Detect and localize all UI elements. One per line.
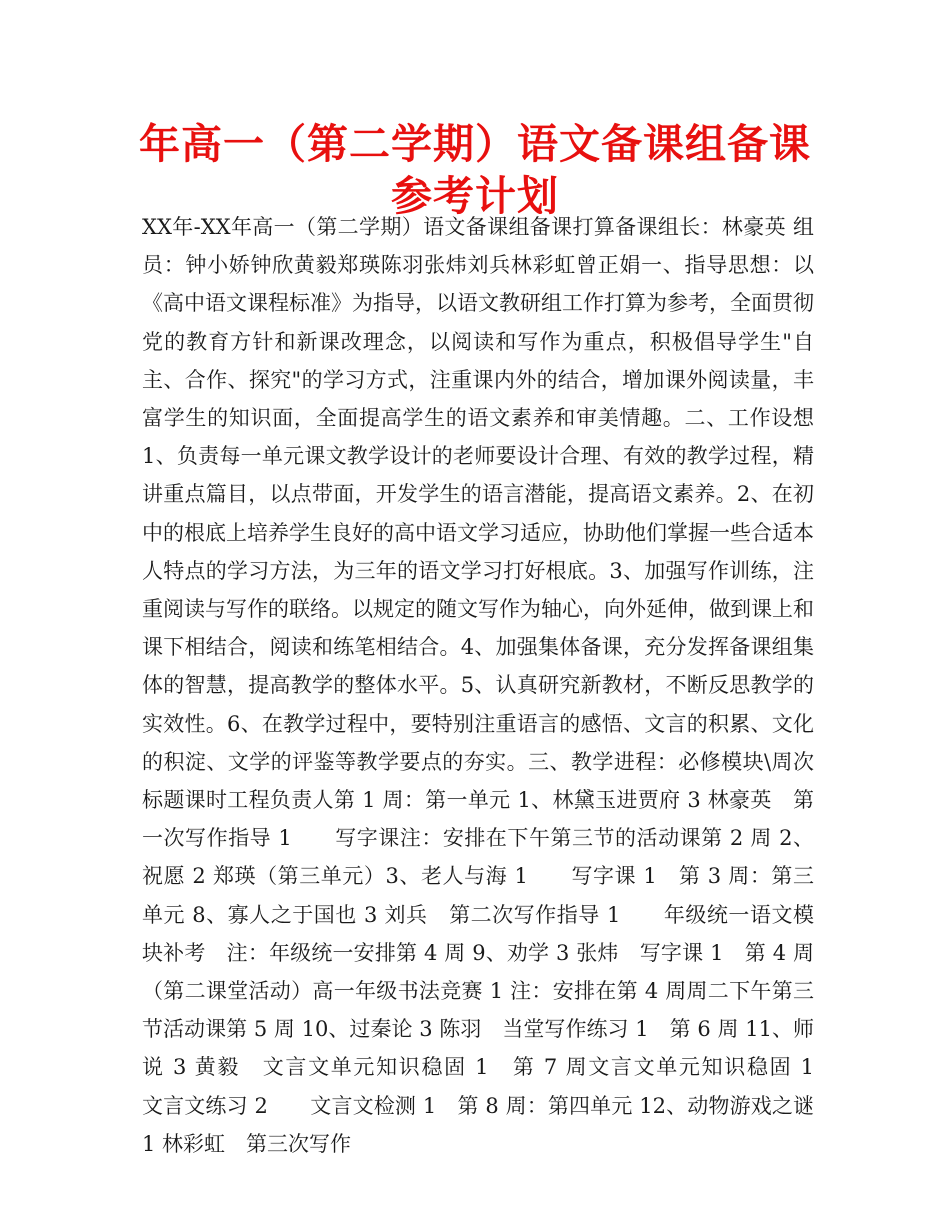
page-title: 年高一（第二学期）语文备课组备课参考计划	[139, 120, 811, 220]
body-paragraph: XX年-XX年高一（第二学期）语文备课组备课打算备课组长：林豪英 组员：钟小娇钟欣黄毅郑瑛陈羽张炜刘兵林彩虹曾正娟一、指导思想：以《高中语文课程标准》为指导，以语文教研组工作打算为参考，全面贯彻党的教育方针和新课改理念，以阅读和写作为重点，积极倡导学生"自主、合作、探究"的学习方式，注重课内外的结合，增加课外阅读量，丰富学生的知识面，全面提高学生的语文素养和审美情趣。二、工作设想 1、负责每一单元课文教学设计的老师要设计合理、有效的教学过程，精讲重点篇目，以点带面，开发学生的语言潜能，提高语文素养。2、在初中的根底上培养学生良好的高中语文学习适应，协助他们掌握一些合适本人特点的学习方法，为三年的语文学习打好根底。3、加强写作训练，注重阅读与写作的联络。以规定的随文写作为轴心，向外延伸，做到课上和课下相结合，阅读和练笔相结合。4、加强集体备课，充分发挥备课组集体的智慧，提高教学的整体水平。5、认真研究新教材，不断反思教学的实效性。6、在教学过程中，要特别注重语言的感悟、文言的积累、文化的积淀、文学的评鉴等教学要点的夯实。三、教学进程：必修模块\周次 标题课时工程负责人第 1 周：第一单元 1、林黛玉进贾府 3 林豪英 第一次写作指导 1 写字课注：安排在下午第三节的活动课第 2 周 2、祝愿 2 郑瑛（第三单元）3、老人与海 1 写字课 1 第 3 周：第三单元 8、寡人之于国也 3 刘兵 第二次写作指导 1 年级统一语文模块补考 注：年级统一安排第 4 周 9、劝学 3 张炜 写字课 1 第 4 周（第二课堂活动）高一年级书法竞赛 1 注：安排在第 4 周周二下午第三节活动课第 5 周 10、过秦论 3 陈羽 当堂写作练习 1 第 6 周 11、师说 3 黄毅 文言文单元知识稳固 1 第 7 周文言文单元知识稳固 1 文言文练习 2 文言文检测 1 第 8 周：第四单元 12、动物游戏之谜 1 林彩虹 第三次写作	[142, 215, 856, 1156]
document-body	[142, 208, 856, 1163]
